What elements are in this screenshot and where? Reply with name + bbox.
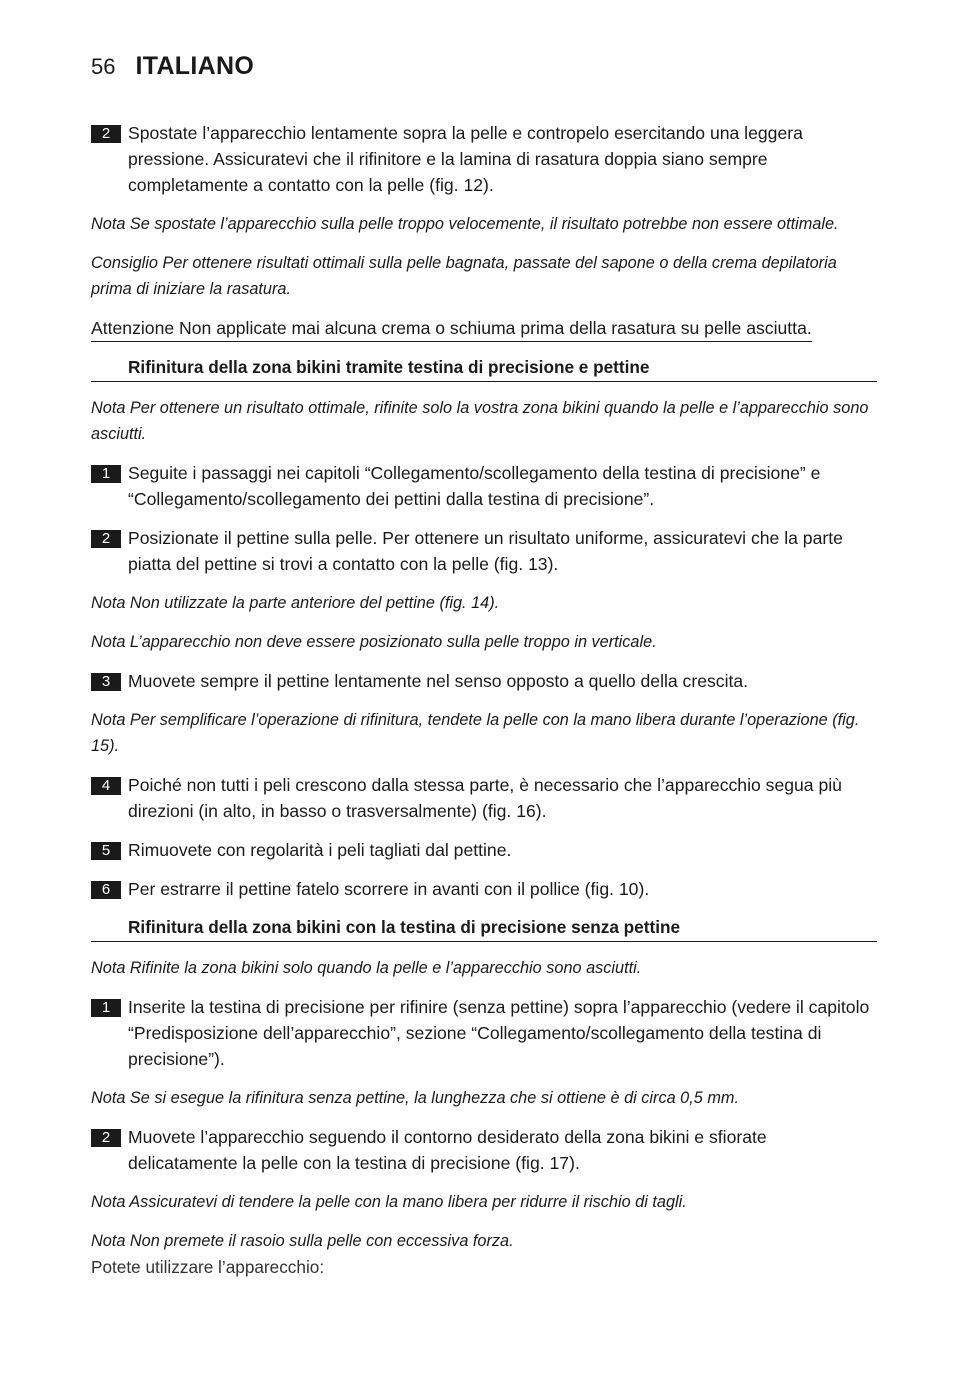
step-number-badge: 2: [91, 1129, 121, 1147]
step-text: Seguite i passaggi nei capitoli “Collegamento/scollegamento della testina di precisione” e “Collegamento/scollegamento dei pettini dalla testina di precisione”.: [128, 463, 821, 509]
note-text: Nota Rifinite la zona bikini solo quando la pelle e l’apparecchio sono asciutti.: [91, 959, 642, 977]
note-text: Nota Se si esegue la rifinitura senza pettine, la lunghezza che si ottiene è di circa 0,5 mm.: [91, 1089, 739, 1107]
section-heading: Rifinitura della zona bikini tramite testina di precisione e pettine: [91, 355, 877, 382]
step-text: Poiché non tutti i peli crescono dalla stessa parte, è necessario che l’apparecchio segua più direzioni (in alto, in basso o trasversalmente) (fig. 16).: [128, 775, 842, 821]
page-language-title: ITALIANO: [135, 52, 255, 80]
step-text: Inserite la testina di precisione per rifinire (senza pettine) sopra l’apparecchio (vedere il capitolo “Predisposizione dell’apparecchio”, sezione “Collegamento/scollegamento della testina di precisione”).: [128, 997, 870, 1069]
instruction-step: [91, 994, 877, 1072]
note-text: Nota Non utilizzate la parte anteriore del pettine (fig. 14).: [91, 594, 500, 612]
step-number-badge: 1: [91, 465, 121, 483]
instruction-step: [91, 668, 877, 694]
section-heading: Rifinitura della zona bikini con la testina di precisione senza pettine: [91, 915, 877, 942]
caution-text: Attenzione Non applicate mai alcuna crema o schiuma prima della rasatura su pelle asciutta.: [91, 315, 812, 342]
manual-content: [91, 120, 877, 1280]
step-text: Spostate l’apparecchio lentamente sopra la pelle e contropelo esercitando una leggera pressione. Assicuratevi che il rifinitore e la lamina di rasatura doppia siano sempre completamente a contatto con la pelle (fig. 12).: [128, 123, 803, 195]
note-text: Nota Assicuratevi di tendere la pelle con la mano libera per ridurre il rischio di tagli.: [91, 1193, 687, 1211]
note-text: Nota Se spostate l’apparecchio sulla pelle troppo velocemente, il risultato potrebbe non essere ottimale.: [91, 215, 839, 233]
step-number-badge: 2: [91, 125, 121, 143]
step-text: Rimuovete con regolarità i peli tagliati dal pettine.: [128, 840, 512, 860]
instruction-step: [91, 772, 877, 824]
note-text: Nota Per ottenere un risultato ottimale, rifinite solo la vostra zona bikini quando la pelle e l’apparecchio sono asciutti.: [91, 399, 869, 443]
step-number-badge: 3: [91, 673, 121, 691]
instruction-step: [91, 837, 877, 863]
instruction-step: [91, 525, 877, 577]
step-number-badge: 6: [91, 881, 121, 899]
instruction-step: [91, 120, 877, 198]
page-number: 56: [91, 54, 116, 79]
instruction-step: [91, 1124, 877, 1176]
step-text: Muovete sempre il pettine lentamente nel senso opposto a quello della crescita.: [128, 671, 749, 691]
body-text: Potete utilizzare l’apparecchio:: [91, 1257, 325, 1277]
caution-block: [91, 315, 877, 355]
step-text: Per estrarre il pettine fatelo scorrere in avanti con il pollice (fig. 10).: [128, 879, 650, 899]
step-text: Posizionate il pettine sulla pelle. Per ottenere un risultato uniforme, assicuratevi che la parte piatta del pettine si trovi a contatto con la pelle (fig. 13).: [128, 528, 843, 574]
note-text: Consiglio Per ottenere risultati ottimali sulla pelle bagnata, passate del sapone o della crema depilatoria prima di iniziare la rasatura.: [91, 254, 837, 298]
step-number-badge: 4: [91, 777, 121, 795]
instruction-step: [91, 876, 877, 902]
note-text: Nota Per semplificare l’operazione di rifinitura, tendete la pelle con la mano libera durante l’operazione (fig. 15).: [91, 711, 860, 755]
step-number-badge: 5: [91, 842, 121, 860]
note-text: Nota L’apparecchio non deve essere posizionato sulla pelle troppo in verticale.: [91, 633, 657, 651]
step-number-badge: 2: [91, 530, 121, 548]
step-text: Muovete l’apparecchio seguendo il contorno desiderato della zona bikini e sfiorate delicatamente la pelle con la testina di precisione (fig. 17).: [128, 1127, 767, 1173]
instruction-step: [91, 460, 877, 512]
note-text: Nota Non premete il rasoio sulla pelle con eccessiva forza.: [91, 1232, 514, 1250]
step-number-badge: 1: [91, 999, 121, 1017]
page-header: [91, 52, 254, 81]
